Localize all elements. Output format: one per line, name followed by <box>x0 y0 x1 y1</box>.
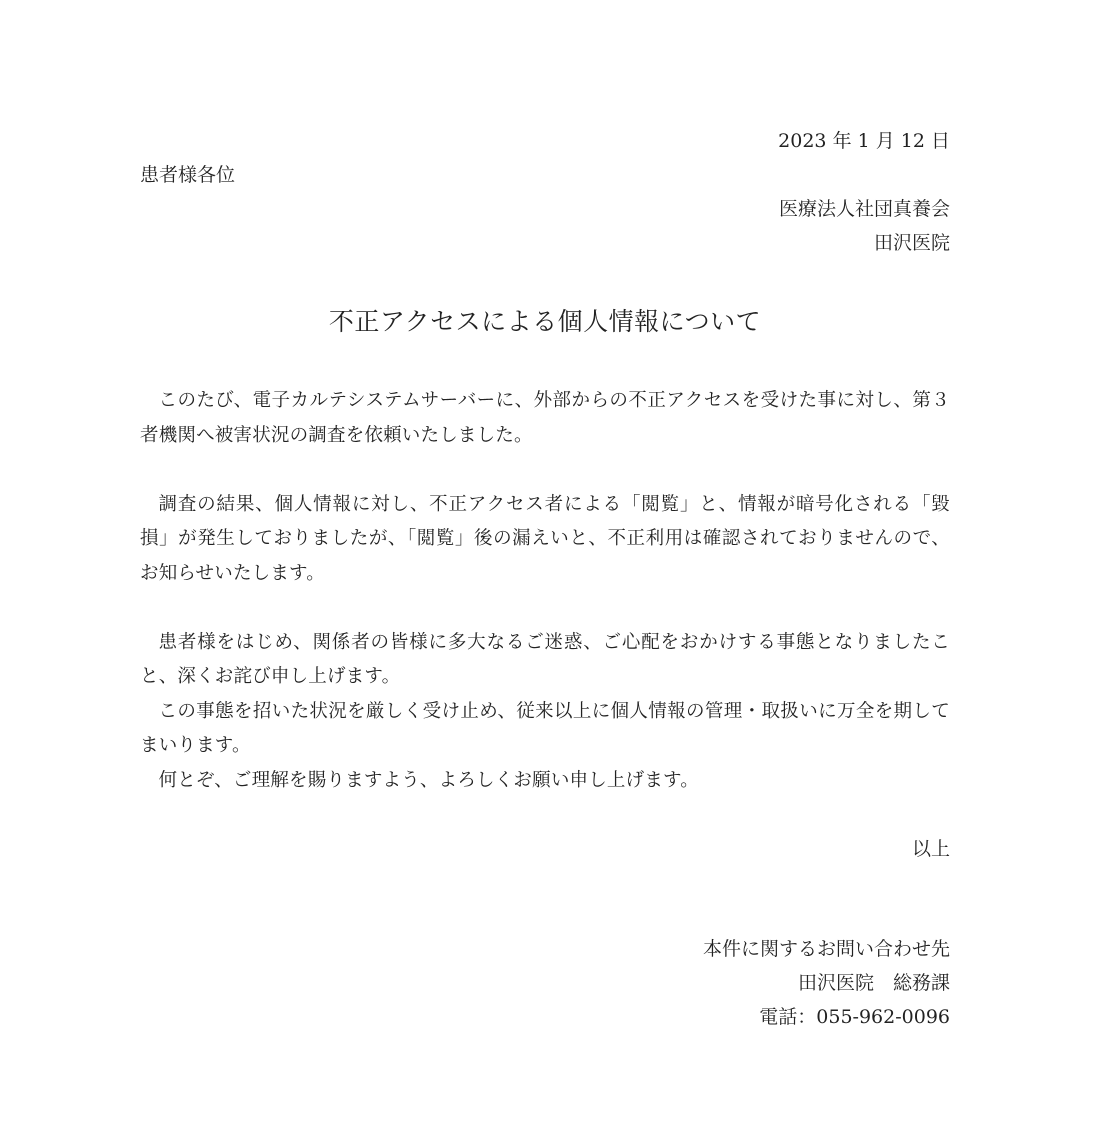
contact-block <box>140 932 950 1034</box>
paragraph-5: 何とぞ、ご理解を賜りますよう、よろしくお願い申し上げます。 <box>158 769 699 791</box>
contact-phone: 電話：055-962-0096 <box>759 1006 950 1028</box>
paragraph-3: 患者様をはじめ、関係者の皆様に多大なるご迷惑、ご心配をおかけする事態となりましたこと、深くお詫び申し上げます。 <box>140 631 950 687</box>
paragraph-4: この事態を招いた状況を厳しく受け止め、従来以上に個人情報の管理・取扱いに万全を期してまいります。 <box>140 700 950 756</box>
letter-content <box>140 124 950 1034</box>
paragraph-2: 調査の結果、個人情報に対し、不正アクセス者による「閲覧」と、情報が暗号化される「毀損」が発生しておりましたが、「閲覧」後の漏えいと、不正利用は確認されておりませんので、お知らせいたします。 <box>140 493 950 584</box>
closing-remark: 以上 <box>911 838 950 860</box>
document-title: 不正アクセスによる個人情報について <box>328 307 762 336</box>
letter-date: 2023 年 1 月 12 日 <box>778 130 950 152</box>
recipient: 患者様各位 <box>140 164 236 186</box>
sender-organization: 医療法人社団真養会 <box>778 198 950 220</box>
sender-name: 田沢医院 <box>873 232 950 254</box>
contact-department: 田沢医院 総務課 <box>797 972 950 994</box>
contact-heading: 本件に関するお問い合わせ先 <box>702 938 950 960</box>
paragraph-1: このたび、電子カルテシステムサーバーに、外部からの不正アクセスを受けた事に対し、第３者機関へ被害状況の調査を依頼いたしました。 <box>140 390 950 446</box>
